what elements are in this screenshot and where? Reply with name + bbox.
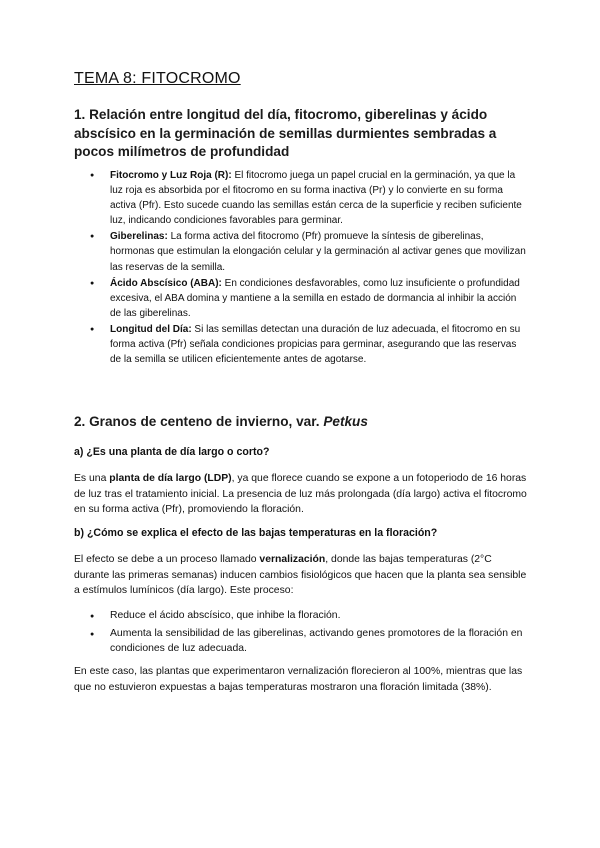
question-b-answer — [74, 552, 529, 599]
answer-b-text-pre: El efecto se debe a un proceso llamado — [74, 554, 260, 565]
page-title: TEMA 8: FITOCROMO — [74, 70, 241, 87]
section-2-heading-text: 2. Granos de centeno de invierno, var. — [74, 414, 324, 429]
section-2-heading-variety: Petkus — [323, 414, 368, 429]
section-2-heading — [74, 414, 368, 429]
question-a-answer — [74, 471, 529, 518]
question-a-heading: a) ¿Es una planta de día largo o corto? — [74, 446, 270, 458]
vernalization-bullet-list — [90, 608, 530, 659]
bullet-label: Longitud del Día: — [110, 323, 192, 335]
list-item — [90, 322, 530, 367]
answer-a-text-post: , ya que florece cuando se expone a un fotoperiodo de 16 horas de luz tras el tratamiento inicial. La presencia de luz más prolongada (día largo) activa el fitocromo en su forma activa (Pfr), promoviendo la floración. — [74, 473, 527, 516]
bullet-text: El fitocromo juega un papel crucial en la germinación, ya que la luz roja es absorbida por el fitocromo en su forma inactiva (Pr) y lo convierte en su forma activa (Pfr). Esto sucede cuando las semillas están cerca de la superficie y reciben suficiente luz, indicando condiciones favorables para germinar. — [110, 170, 522, 227]
bullet-text: La forma activa del fitocromo (Pfr) promueve la síntesis de giberelinas, hormonas que estimulan la elongación celular y la germinación al activar genes que movilizan las reservas de la semilla. — [110, 231, 526, 273]
answer-b-highlight: vernalización — [259, 554, 326, 565]
closing-paragraph: En este caso, las plantas que experimentaron vernalización florecieron al 100%, mientras que las que no estuvieron expuestas a bajas temperaturas mostraron una floración limitada (38%). — [74, 666, 523, 693]
answer-a-highlight: planta de día largo (LDP) — [109, 473, 232, 484]
bullet-label: Giberelinas: — [110, 231, 168, 243]
answer-a-text-pre: Es una — [74, 473, 110, 484]
bullet-text: Si las semillas detectan una duración de luz adecuada, el fitocromo en su forma activa (Pfr) señala condiciones propicias para germinar, asegurando que las reservas de la semilla se utilicen eficientemente antes de agotarse. — [110, 323, 521, 366]
bullet-label: Fitocromo y Luz Roja (R): — [110, 170, 232, 181]
answer-b-text-post: , donde las bajas temperaturas (2°C durante las primeras semanas) inducen cambios fisiológicos que hacen que la planta sea sensible a estímulos lumínicos (día largo). Este proceso: — [74, 554, 527, 597]
bullet-text: En condiciones desfavorables, como luz insuficiente o profundidad excesiva, el ABA domina y mantiene a la semilla en estado de dormancia al inhibir la acción de las giberelinas. — [110, 277, 520, 319]
list-item — [90, 229, 530, 274]
section-1-bullet-list — [90, 168, 530, 368]
list-item — [90, 168, 530, 228]
question-b-heading: b) ¿Cómo se explica el efecto de las bajas temperaturas en la floración? — [74, 527, 438, 539]
bullet-label: Ácido Abscísico (ABA): — [110, 277, 222, 289]
list-item — [90, 276, 530, 321]
list-item: ● Reduce el ácido abscísico, que inhibe la floración. — [90, 608, 530, 624]
list-item: ● Aumenta la sensibilidad de las giberelinas, activando genes promotores de la floración en condiciones de luz adecuada. — [90, 626, 530, 657]
section-1-heading: 1. Relación entre longitud del día, fitocromo, giberelinas y ácido abscísico en la germinación de semillas durmientes sembradas a pocos milímetros de profundidad — [74, 107, 497, 159]
